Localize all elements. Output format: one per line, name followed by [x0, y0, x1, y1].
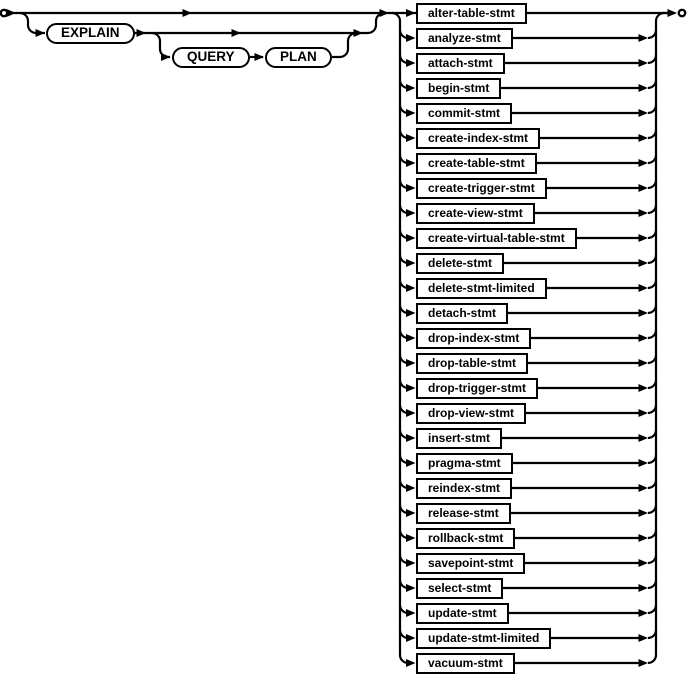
stmt-box-drop-view-stmt[interactable]: drop-view-stmt	[416, 403, 526, 424]
stmt-box-attach-stmt[interactable]: attach-stmt	[416, 53, 505, 74]
stmt-box-detach-stmt[interactable]: detach-stmt	[416, 303, 508, 324]
stmt-box-create-virtual-table-stmt[interactable]: create-virtual-table-stmt	[416, 228, 577, 249]
stmt-box-rollback-stmt[interactable]: rollback-stmt	[416, 528, 515, 549]
stmt-box-create-trigger-stmt[interactable]: create-trigger-stmt	[416, 178, 547, 199]
stmt-box-select-stmt[interactable]: select-stmt	[416, 578, 503, 599]
stmt-box-drop-table-stmt[interactable]: drop-table-stmt	[416, 353, 528, 374]
stmt-box-reindex-stmt[interactable]: reindex-stmt	[416, 478, 512, 499]
start-terminal-icon	[1, 10, 7, 16]
stmt-box-create-view-stmt[interactable]: create-view-stmt	[416, 203, 535, 224]
stmt-box-create-index-stmt[interactable]: create-index-stmt	[416, 128, 540, 149]
stmt-box-update-stmt-limited[interactable]: update-stmt-limited	[416, 628, 551, 649]
keyword-explain: EXPLAIN	[46, 23, 135, 44]
keyword-plan: PLAN	[265, 47, 332, 68]
stmt-box-savepoint-stmt[interactable]: savepoint-stmt	[416, 553, 525, 574]
connector-lines	[7, 13, 670, 663]
stmt-box-begin-stmt[interactable]: begin-stmt	[416, 78, 501, 99]
stmt-box-alter-table-stmt[interactable]: alter-table-stmt	[416, 3, 527, 24]
stmt-box-drop-trigger-stmt[interactable]: drop-trigger-stmt	[416, 378, 538, 399]
stmt-box-vacuum-stmt[interactable]: vacuum-stmt	[416, 653, 515, 674]
stmt-box-drop-index-stmt[interactable]: drop-index-stmt	[416, 328, 531, 349]
stmt-box-commit-stmt[interactable]: commit-stmt	[416, 103, 512, 124]
stmt-box-insert-stmt[interactable]: insert-stmt	[416, 428, 502, 449]
stmt-box-delete-stmt[interactable]: delete-stmt	[416, 253, 504, 274]
keyword-query: QUERY	[172, 47, 250, 68]
stmt-box-pragma-stmt[interactable]: pragma-stmt	[416, 453, 513, 474]
stmt-box-update-stmt[interactable]: update-stmt	[416, 603, 509, 624]
stmt-box-release-stmt[interactable]: release-stmt	[416, 503, 511, 524]
stmt-box-create-table-stmt[interactable]: create-table-stmt	[416, 153, 537, 174]
end-terminal-icon	[679, 10, 685, 16]
stmt-box-analyze-stmt[interactable]: analyze-stmt	[416, 28, 513, 49]
stmt-box-delete-stmt-limited[interactable]: delete-stmt-limited	[416, 278, 547, 299]
